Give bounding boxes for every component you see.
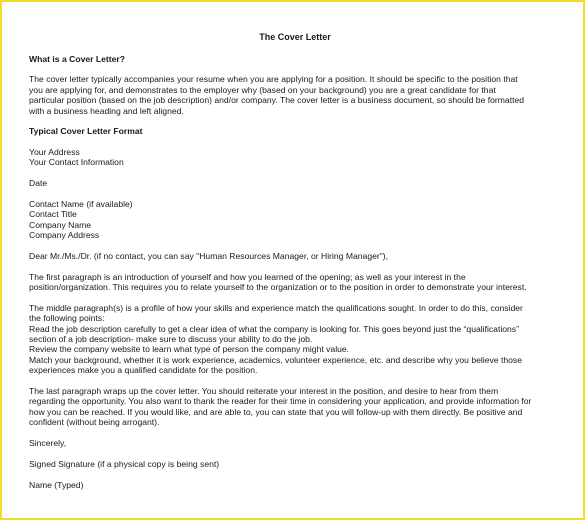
signature-text: Signed Signature (if a physical copy is being sent) — [29, 458, 220, 469]
section-heading-what-is: What is a Cover Letter? — [29, 54, 125, 64]
text-line: you are applying for, and demonstrates to the employer why (based on your background) you are a great candidate for that — [29, 84, 496, 95]
name-typed-text: Name (Typed) — [29, 479, 84, 490]
date-line — [29, 178, 561, 188]
section-heading-format: Typical Cover Letter Format — [29, 126, 143, 137]
text-line: The middle paragraph(s) is a profile of how your skills and experience match the qualifications sought. In order to do this, consider — [29, 302, 523, 313]
salutation — [29, 251, 561, 261]
text-line: the following points: — [29, 313, 105, 324]
address-line: Your Contact Information — [29, 157, 124, 168]
last-paragraph — [29, 386, 561, 428]
salutation-text: Dear Mr./Ms./Dr. (if no contact, you can say "Human Resources Manager, or Hiring Manager"), — [29, 250, 389, 261]
name-typed — [29, 480, 561, 490]
text-line: section of a job description- make sure to discuss your ability to do the job. — [29, 334, 313, 345]
text-line: position/organization. This requires you to relate yourself to the organization or to the position in order to demonstrate your interest. — [29, 282, 527, 293]
document-title: The Cover Letter — [259, 32, 331, 42]
signature — [29, 459, 561, 469]
text-line: Read the job description carefully to get a clear idea of what the company is looking for. This goes beyond just the “qualifications” — [29, 323, 519, 334]
text-line: confident (without being arrogant). — [29, 417, 160, 428]
text-line: The first paragraph is an introduction of yourself and how you learned of the opening; as well as your interest in the — [29, 271, 466, 282]
text-line: Match your background, whether it is work experience, academics, volunteer experience, etc. and describe why you believe those — [29, 354, 522, 365]
intro-paragraph — [29, 74, 561, 116]
middle-paragraph — [29, 303, 561, 376]
recipient-line: Company Name — [29, 219, 92, 230]
first-paragraph — [29, 272, 561, 293]
address-line: Your Address — [29, 146, 80, 157]
sender-address-block — [29, 147, 561, 168]
text-line: particular position (based on the job description) and/or company. The cover letter is a business document, so should be formatted — [29, 95, 525, 106]
date-label: Date — [29, 178, 48, 189]
text-line: Review the company website to learn what type of person the company might value. — [29, 344, 350, 355]
text-line: with a business heading and left aligned. — [29, 105, 184, 116]
recipient-block — [29, 199, 561, 241]
text-line: regarding the opportunity. You also want to thank the reader for their time in considering your application, and provide information for — [29, 396, 532, 407]
text-line: experiences make you a qualified candidate for the position. — [29, 365, 258, 376]
closing-text: Sincerely, — [29, 438, 67, 449]
text-line: The cover letter typically accompanies your resume when you are applying for a position. It should be specific to the position that — [29, 74, 518, 85]
closing — [29, 438, 561, 448]
document-body — [29, 32, 561, 500]
recipient-line: Company Address — [29, 230, 100, 241]
text-line: The last paragraph wraps up the cover letter. You should reiterate your interest in the position, and desire to hear from them — [29, 386, 499, 397]
text-line: how you can be reached. If you would like, and are able to, you can state that you will follow-up with them directly. Be positive and — [29, 406, 523, 417]
recipient-line: Contact Name (if available) — [29, 198, 133, 209]
recipient-line: Contact Title — [29, 209, 77, 220]
